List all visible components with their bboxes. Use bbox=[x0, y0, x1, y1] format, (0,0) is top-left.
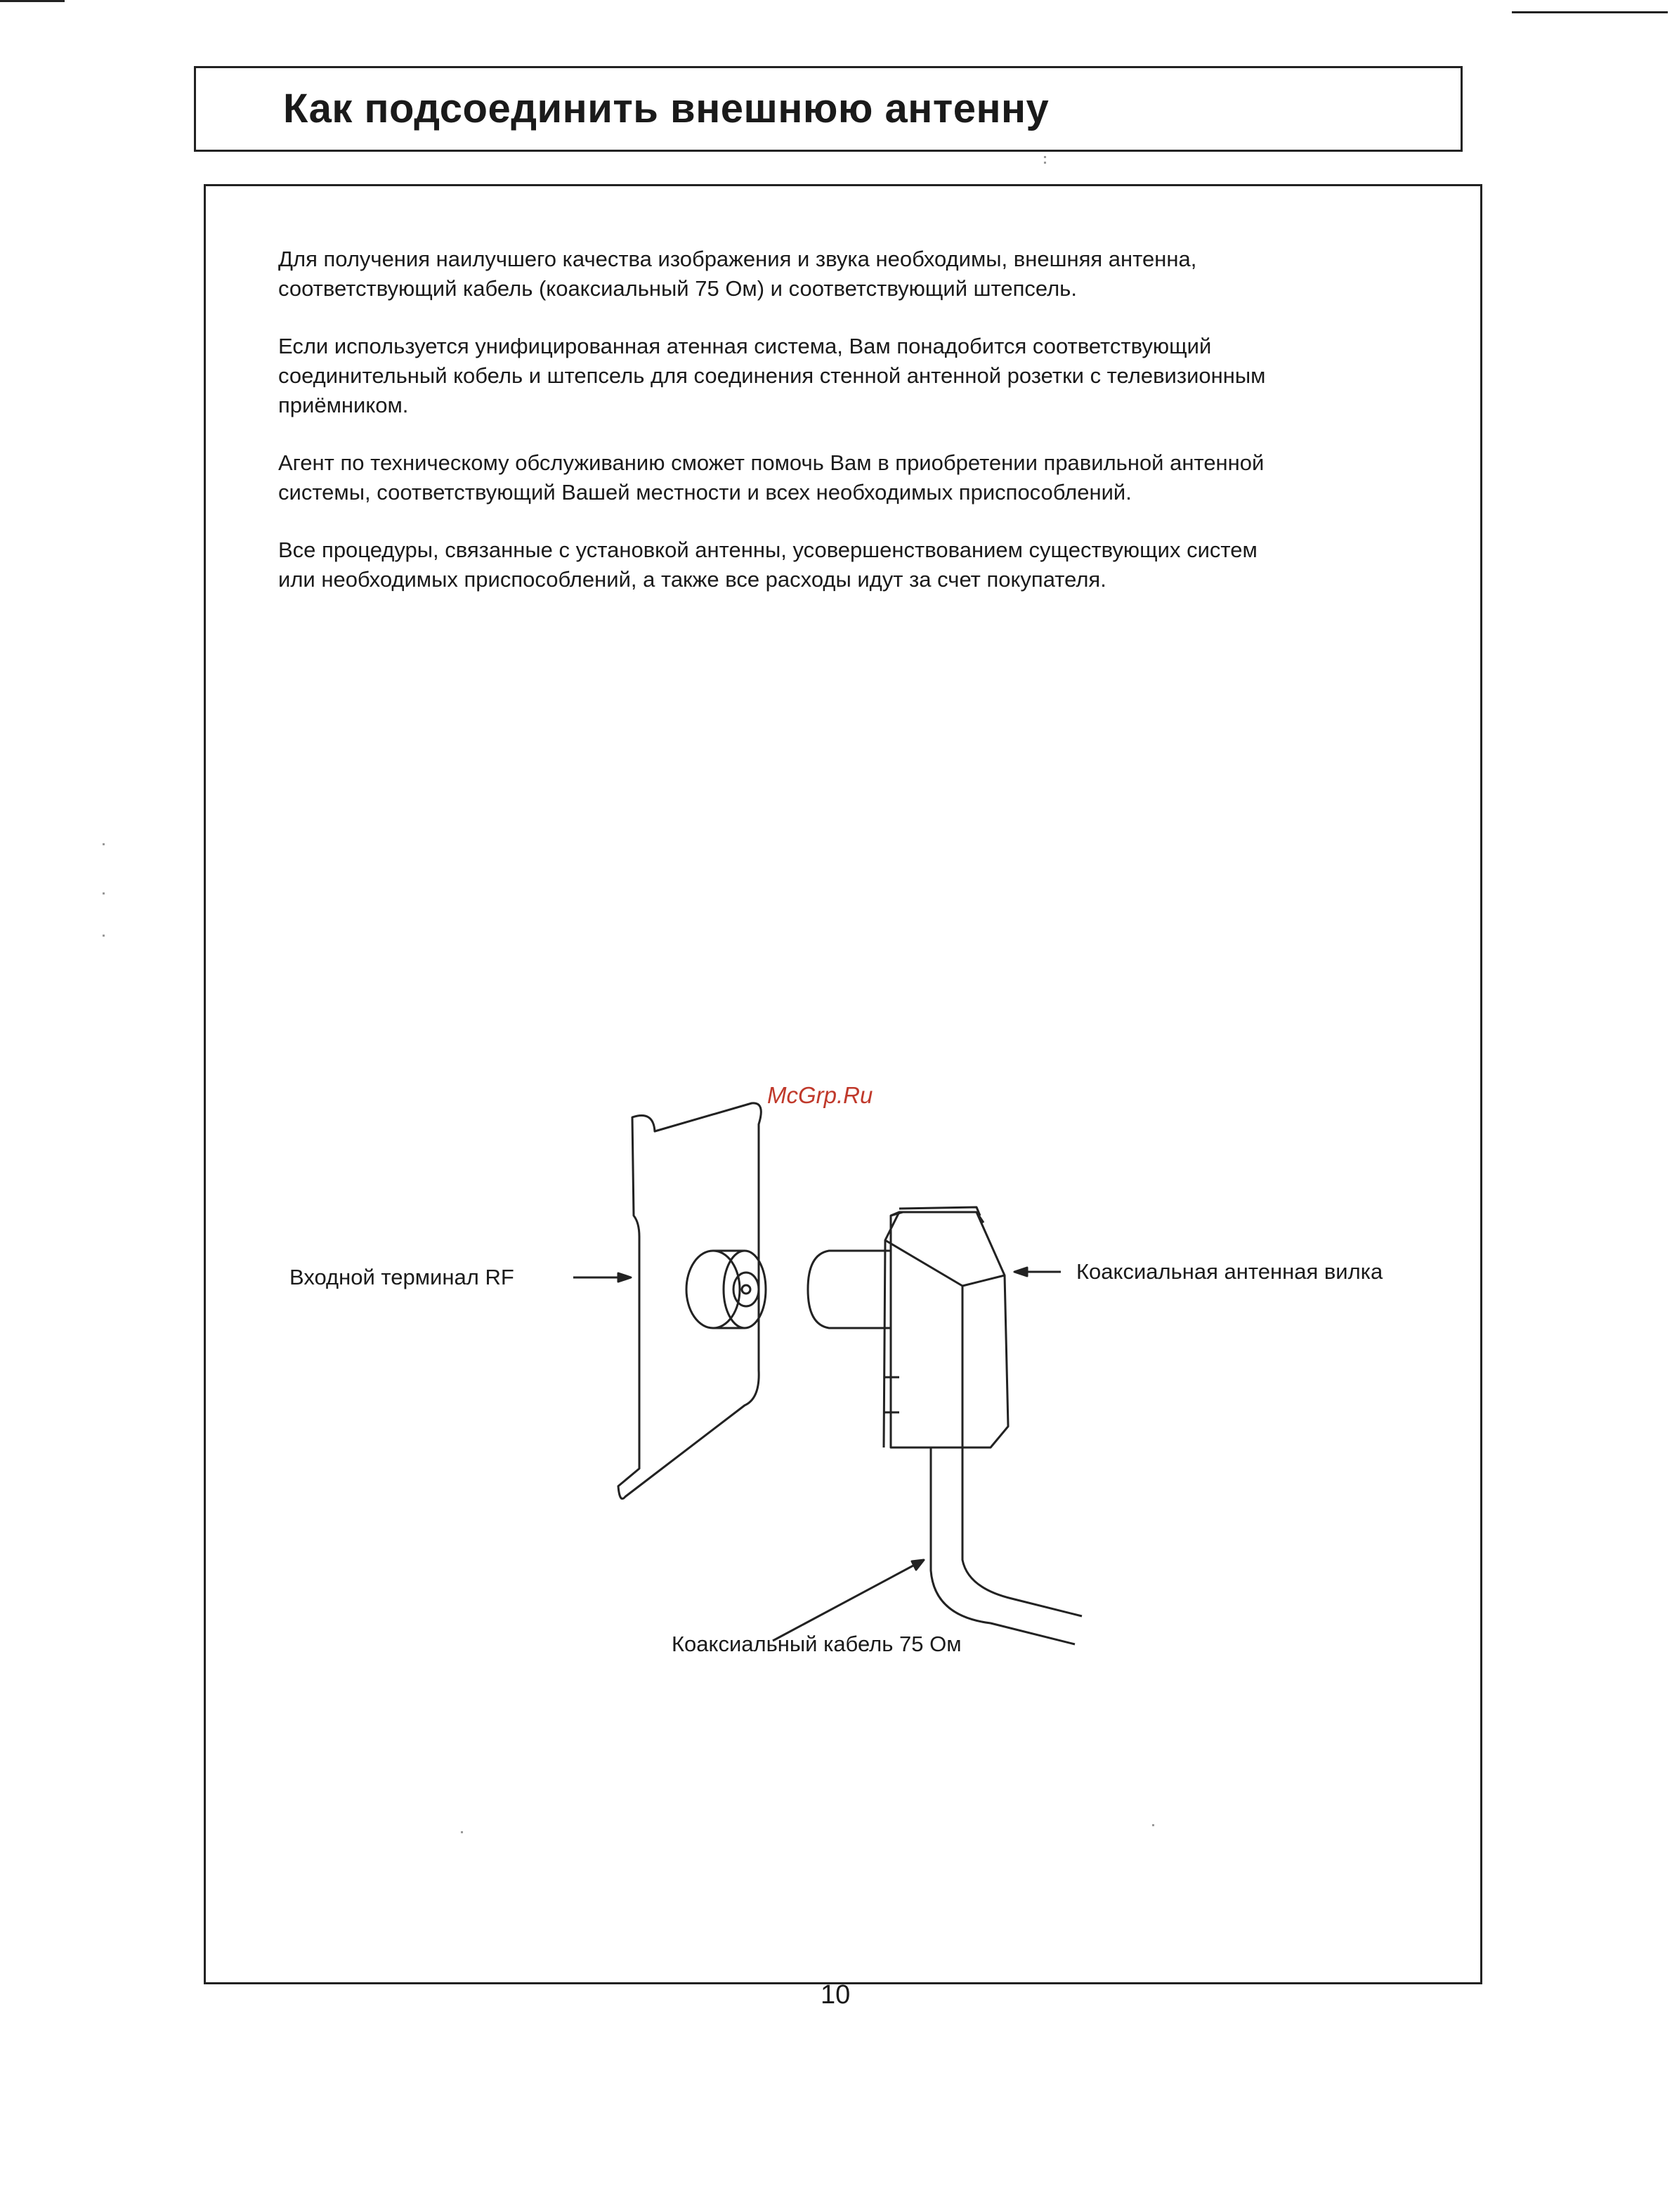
plug-pin-icon bbox=[808, 1251, 891, 1328]
title-box bbox=[194, 66, 1463, 152]
page-title: Как подсоединить внешнюю антенну bbox=[283, 86, 1050, 131]
scan-speck bbox=[103, 935, 105, 937]
scan-edge-mark bbox=[0, 0, 65, 2]
rf-socket-collar-icon bbox=[686, 1251, 740, 1328]
scan-speck bbox=[103, 892, 105, 894]
coax-plug-label: Коаксиальная антенная вилка bbox=[1076, 1259, 1383, 1284]
scan-speck bbox=[1044, 162, 1046, 164]
coax-cable-icon bbox=[931, 1447, 1075, 1644]
coax-cable-label: Коаксиальный кабель 75 Ом bbox=[672, 1632, 962, 1656]
paragraph: Агент по техническому обслуживанию сможет помочь Вам в приобретении правильной антенной системы, соответствующий Вашей местности и всех необходимых приспособлений. bbox=[278, 450, 1265, 505]
coax-plug-body-icon bbox=[891, 1212, 1008, 1447]
paragraph: Для получения наилучшего качества изображения и звука необходимы, внешняя антенна, соответствующий кабель (коаксиальный 75 Ом) и соответствующий штепсель. bbox=[278, 247, 1197, 301]
scan-edge-mark bbox=[1512, 11, 1668, 13]
diagram-drawing bbox=[267, 1075, 1475, 1722]
page-number: 10 bbox=[821, 1980, 851, 2010]
rf-input-label: Входной терминал RF bbox=[289, 1265, 514, 1289]
body-text bbox=[278, 245, 1465, 623]
watermark: McGrp.Ru bbox=[767, 1082, 873, 1108]
paragraph: Если используется унифицированная атенная система, Вам понадобится соответствующий соединительный кобель и штепсель для соединения стенной антенной розетки с телевизионным приёмником. bbox=[278, 334, 1266, 417]
scan-speck bbox=[1044, 156, 1046, 158]
cable-arrow-icon bbox=[773, 1560, 924, 1641]
paragraph: Все процедуры, связанные с установкой антенны, усовершенствованием существующих систем или необходимых приспособлений, а также все расходы идут за счет покупателя. bbox=[278, 538, 1258, 592]
antenna-connection-diagram bbox=[267, 1075, 1475, 1722]
scan-speck bbox=[1152, 1824, 1154, 1826]
scan-speck bbox=[461, 1831, 463, 1833]
scan-speck bbox=[103, 843, 105, 845]
